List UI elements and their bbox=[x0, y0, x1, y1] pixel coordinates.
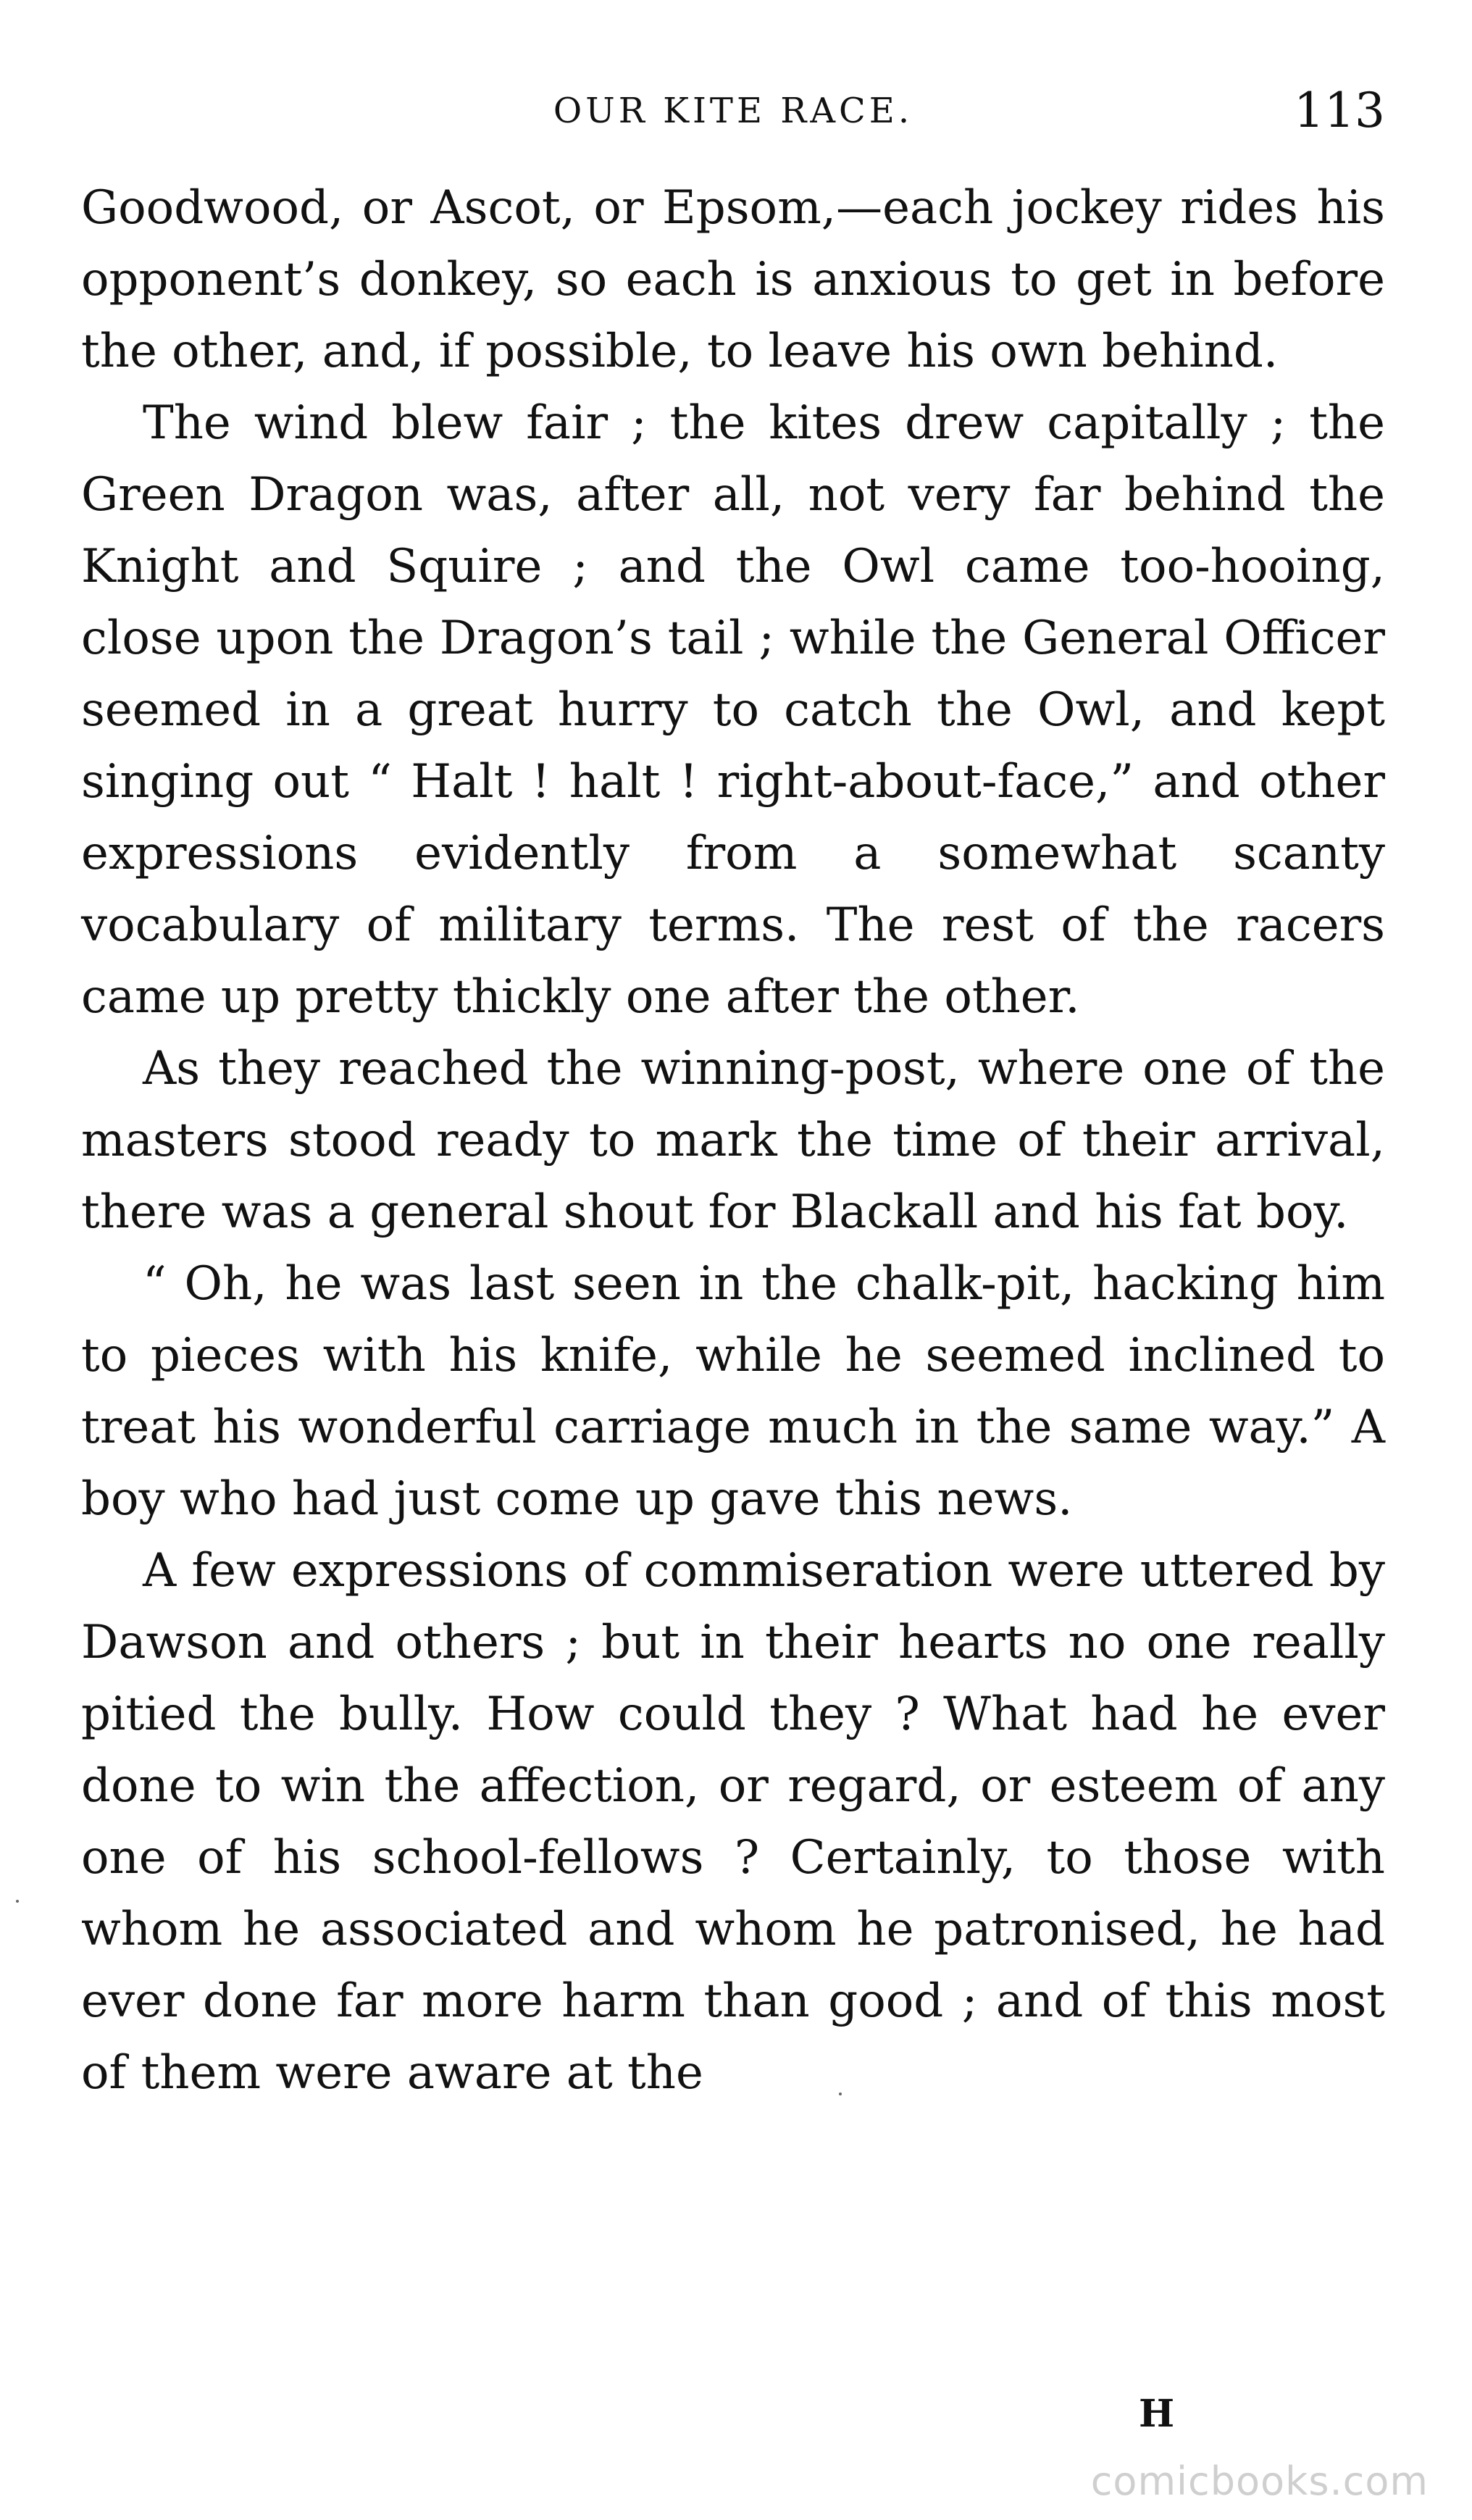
paragraph-4: “ Oh, he was last seen in the chalk-pit, hacking him to pieces with his knife, while he seemed inclined to treat his wonderful carriage much in the same way.” A boy who had just come up gave this news. bbox=[81, 1257, 1385, 1526]
print-speck bbox=[16, 1900, 19, 1903]
body-text bbox=[81, 172, 1385, 2109]
running-title: OUR KITE RACE. bbox=[553, 91, 913, 131]
page-number: 113 bbox=[1294, 83, 1385, 138]
print-speck bbox=[839, 2093, 842, 2095]
paragraph-3: As they reached the winning-post, where one of the masters stood ready to mark the time of their arrival, there was a general shout for Blackall and his fat boy. bbox=[81, 1042, 1385, 1239]
signature-mark: H bbox=[1139, 2392, 1175, 2436]
watermark: comicbooks.com bbox=[1090, 2458, 1429, 2504]
paragraph-2: The wind blew fair ; the kites drew capitally ; the Green Dragon was, after all, not very far behind the Knight and Squire ; and the Owl came too-hooing, close upon the Dragon’s tail ; while the General Officer seemed in a great hurry to catch the Owl, and kept singing out “ Halt ! halt ! right-about-face,” and other expressions evidently from a somewhat scanty vocabulary of military terms. The rest of the racers came up pretty thickly one after the other. bbox=[81, 396, 1385, 1024]
paragraph-5: A few expressions of commiseration were uttered by Dawson and others ; but in their hearts no one really pitied the bully. How could they ? What had he ever done to win the affection, or regard, or esteem of any one of his school-fellows ? Certainly, to those with whom he associated and whom he patronised, he had ever done far more harm than good ; and of this most of them were aware at the bbox=[81, 1544, 1385, 2100]
paragraph-1: Goodwood, or Ascot, or Epsom,—each jockey rides his opponent’s donkey, so each is anxious to get in before the other, and, if possible, to leave his own behind. bbox=[81, 181, 1385, 378]
running-head bbox=[81, 78, 1385, 143]
